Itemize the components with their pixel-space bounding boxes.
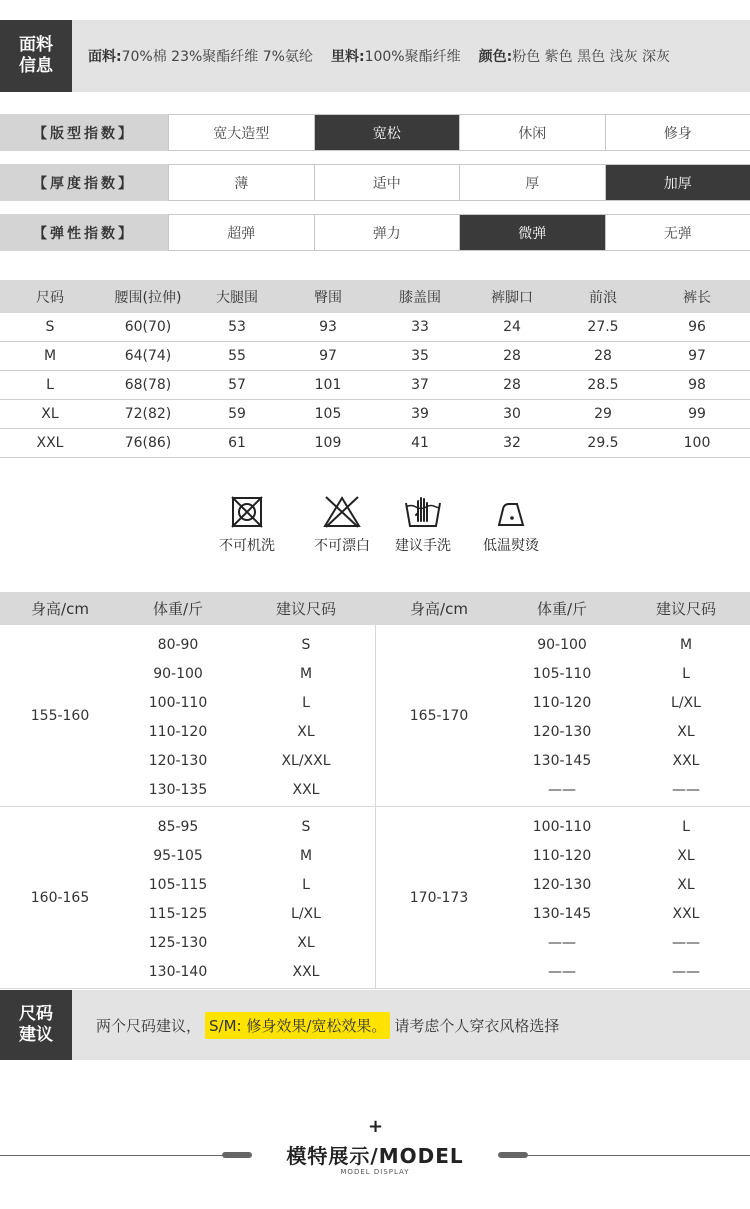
table-row	[0, 313, 750, 342]
divider-line-left	[0, 1155, 222, 1156]
size-column	[236, 630, 376, 804]
table-cell: 105	[314, 406, 342, 422]
table-cell: 72(82)	[124, 406, 172, 422]
size-cell: L	[302, 694, 310, 711]
table-cell: 33	[411, 319, 429, 335]
table-cell: 96	[688, 319, 706, 335]
weight-column	[502, 812, 622, 986]
header-cell: 尺码	[36, 289, 64, 306]
size-column	[622, 630, 750, 804]
plus-icon: +	[368, 1116, 384, 1137]
care-label: 低温熨烫	[483, 538, 539, 554]
table-cell: 53	[228, 319, 246, 335]
fabric-material: 面料:70%棉 23%聚酯纤维 7%氨纶	[88, 49, 313, 65]
weight-cell: ——	[548, 934, 576, 951]
table-cell: 97	[319, 348, 337, 364]
size-advice-tag	[0, 990, 72, 1060]
weight-cell: 130-140	[148, 963, 208, 980]
weight-cell: 120-130	[532, 723, 592, 740]
size-cell: XL/XXL	[281, 752, 331, 769]
model-title: 模特展示/MODEL	[286, 1144, 464, 1168]
weight-cell: 90-100	[153, 665, 203, 682]
fit-option: 休闲	[459, 115, 605, 150]
weight-cell: 125-130	[148, 934, 208, 951]
fabric-lining: 里料:100%聚酯纤维	[330, 49, 461, 65]
table-cell: 28	[594, 348, 612, 364]
size-cell: ——	[672, 934, 700, 951]
header-cell: 身高/cm	[410, 600, 468, 618]
weight-cell: 115-125	[148, 905, 208, 922]
header-cell: 体重/斤	[536, 600, 588, 618]
elasticity-option: 弹力	[314, 215, 460, 250]
thickness-option: 适中	[314, 165, 460, 200]
header-cell: 臀围	[314, 289, 342, 306]
size-cell: XL	[677, 847, 695, 864]
weight-cell: 105-110	[532, 665, 592, 682]
size-cell: XXL	[672, 752, 700, 769]
header-cell: 前浪	[589, 289, 617, 306]
size-cell: L	[682, 665, 690, 682]
weight-cell: 110-120	[532, 694, 592, 711]
elasticity-index-label: 【弹性指数】	[0, 214, 168, 251]
weight-cell: 120-130	[532, 876, 592, 893]
weight-cell: 110-120	[148, 723, 208, 740]
table-cell: 99	[688, 406, 706, 422]
care-item-no-bleach	[302, 495, 382, 555]
size-cell: XXL	[672, 905, 700, 922]
elasticity-option: 超弹	[168, 215, 314, 250]
model-subtitle: MODEL DISPLAY	[340, 1168, 410, 1176]
header-cell: 大腿围	[216, 289, 258, 306]
recommendation-block	[0, 807, 750, 989]
header-cell: 膝盖围	[399, 289, 441, 306]
size-cell: S	[301, 636, 311, 653]
size-cell: XL	[297, 934, 315, 951]
fabric-tag	[0, 20, 72, 92]
weight-column	[502, 630, 622, 804]
size-chart-header	[0, 280, 750, 313]
recommendation-header	[0, 592, 750, 625]
advice-prefix: 两个尺码建议，	[96, 1016, 202, 1035]
weight-cell: 80-90	[157, 636, 199, 653]
fabric-details	[88, 20, 688, 92]
divider-cap-right	[498, 1152, 528, 1158]
care-instructions	[0, 495, 750, 565]
weight-cell: 120-130	[148, 752, 208, 769]
table-cell: 30	[503, 406, 521, 422]
thickness-option: 厚	[459, 165, 605, 200]
size-chart-table	[0, 280, 750, 458]
table-row	[0, 429, 750, 458]
weight-column	[120, 630, 236, 804]
table-cell: 98	[688, 377, 706, 393]
advice-tag-line1: 尺码	[19, 1004, 53, 1024]
table-cell: 68(78)	[124, 377, 172, 393]
fabric-tag-line2: 信息	[19, 56, 53, 76]
weight-cell: 100-110	[148, 694, 208, 711]
weight-cell: 85-95	[157, 818, 199, 835]
size-cell: M	[299, 847, 313, 864]
table-cell: 35	[411, 348, 429, 364]
size-advice-bar	[0, 990, 750, 1060]
table-row	[0, 400, 750, 429]
care-label: 建议手洗	[395, 538, 451, 554]
table-row	[0, 342, 750, 371]
fit-option: 宽松	[314, 115, 460, 150]
header-cell: 建议尺码	[275, 600, 336, 618]
table-cell: XL	[41, 406, 59, 422]
size-cell: L/XL	[291, 905, 321, 922]
table-cell: 60(70)	[124, 319, 172, 335]
weight-cell: 110-120	[532, 847, 592, 864]
size-cell: M	[679, 636, 693, 653]
table-cell: 32	[503, 435, 521, 451]
size-cell: S	[301, 818, 311, 835]
advice-highlight: S/M: 修身效果/宽松效果。	[205, 1012, 390, 1039]
care-label: 不可机洗	[219, 538, 275, 554]
weight-cell: 90-100	[537, 636, 587, 653]
header-cell: 裤长	[683, 289, 711, 306]
table-cell: 28.5	[587, 377, 619, 393]
size-cell: XXL	[292, 963, 320, 980]
table-cell: M	[43, 348, 57, 364]
table-cell: 41	[411, 435, 429, 451]
table-cell: 100	[683, 435, 711, 451]
hand-wash-icon	[403, 495, 443, 529]
size-cell: L/XL	[671, 694, 701, 711]
size-advice-text	[96, 990, 559, 1060]
divider-line-right	[528, 1155, 750, 1156]
table-cell: 93	[319, 319, 337, 335]
size-cell: M	[299, 665, 313, 682]
fabric-info-bar	[0, 20, 750, 92]
table-cell: 61	[228, 435, 246, 451]
advice-tag-line2: 建议	[19, 1025, 53, 1045]
table-cell: 28	[503, 348, 521, 364]
weight-cell: 130-135	[148, 781, 208, 798]
fit-option: 修身	[605, 115, 750, 150]
elasticity-index-row	[0, 214, 750, 251]
no-bleach-icon	[322, 495, 362, 529]
table-cell: 109	[314, 435, 342, 451]
header-cell: 裤脚口	[491, 289, 533, 306]
table-cell: 29.5	[587, 435, 619, 451]
fabric-tag-line1: 面料	[19, 35, 53, 55]
weight-cell: 105-115	[148, 876, 208, 893]
weight-cell: 100-110	[532, 818, 592, 835]
fabric-colors: 颜色:粉色 紫色 黑色 浅灰 深灰	[478, 49, 671, 65]
height-range: 165-170	[409, 708, 469, 724]
table-cell: 101	[314, 377, 342, 393]
height-range: 160-165	[30, 890, 90, 906]
height-range: 155-160	[30, 708, 90, 724]
table-cell: 28	[503, 377, 521, 393]
table-cell: 55	[228, 348, 246, 364]
thickness-index-label: 【厚度指数】	[0, 164, 168, 201]
size-cell: ——	[672, 963, 700, 980]
header-cell: 建议尺码	[655, 600, 716, 618]
recommendation-block	[0, 625, 750, 807]
header-cell: 体重/斤	[152, 600, 204, 618]
elasticity-option: 微弹	[459, 215, 605, 250]
table-cell: 57	[228, 377, 246, 393]
care-item-low-iron	[471, 495, 551, 555]
table-cell: 64(74)	[124, 348, 172, 364]
weight-cell: 95-105	[153, 847, 203, 864]
table-cell: XXL	[36, 435, 64, 451]
height-range: 170-173	[409, 890, 469, 906]
size-cell: XXL	[292, 781, 320, 798]
size-cell: XL	[677, 876, 695, 893]
table-cell: 76(86)	[124, 435, 172, 451]
fit-option: 宽大造型	[168, 115, 314, 150]
fit-index-label: 【版型指数】	[0, 114, 168, 151]
thickness-index-row	[0, 164, 750, 201]
size-cell: L	[302, 876, 310, 893]
care-item-no-machine-wash	[207, 495, 287, 555]
elasticity-option: 无弹	[605, 215, 750, 250]
weight-cell: 130-145	[532, 752, 592, 769]
weight-cell: ——	[548, 963, 576, 980]
model-section-title	[0, 1116, 750, 1190]
advice-suffix: 请考虑个人穿衣风格选择	[394, 1016, 560, 1035]
table-cell: L	[46, 377, 54, 393]
weight-cell: ——	[548, 781, 576, 798]
care-label: 不可漂白	[314, 538, 370, 554]
table-cell: 59	[228, 406, 246, 422]
size-cell: XL	[297, 723, 315, 740]
weight-cell: 130-145	[532, 905, 592, 922]
size-recommendation-table	[0, 592, 750, 989]
low-iron-icon	[493, 495, 529, 529]
table-cell: 37	[411, 377, 429, 393]
divider-cap-left	[222, 1152, 252, 1158]
thickness-option: 加厚	[605, 165, 750, 200]
table-cell: 24	[503, 319, 521, 335]
fit-index-row	[0, 114, 750, 151]
table-cell: 39	[411, 406, 429, 422]
table-row	[0, 371, 750, 400]
size-cell: XL	[677, 723, 695, 740]
table-cell: 27.5	[587, 319, 619, 335]
size-column	[622, 812, 750, 986]
no-machine-wash-icon	[230, 495, 264, 529]
table-cell: S	[45, 319, 55, 335]
table-cell: 97	[688, 348, 706, 364]
thickness-option: 薄	[168, 165, 314, 200]
header-cell: 腰围(拉伸)	[114, 289, 182, 306]
size-column	[236, 812, 376, 986]
table-cell: 29	[594, 406, 612, 422]
size-cell: L	[682, 818, 690, 835]
header-cell: 身高/cm	[31, 600, 89, 618]
care-item-hand-wash	[383, 495, 463, 555]
size-cell: ——	[672, 781, 700, 798]
weight-column	[120, 812, 236, 986]
